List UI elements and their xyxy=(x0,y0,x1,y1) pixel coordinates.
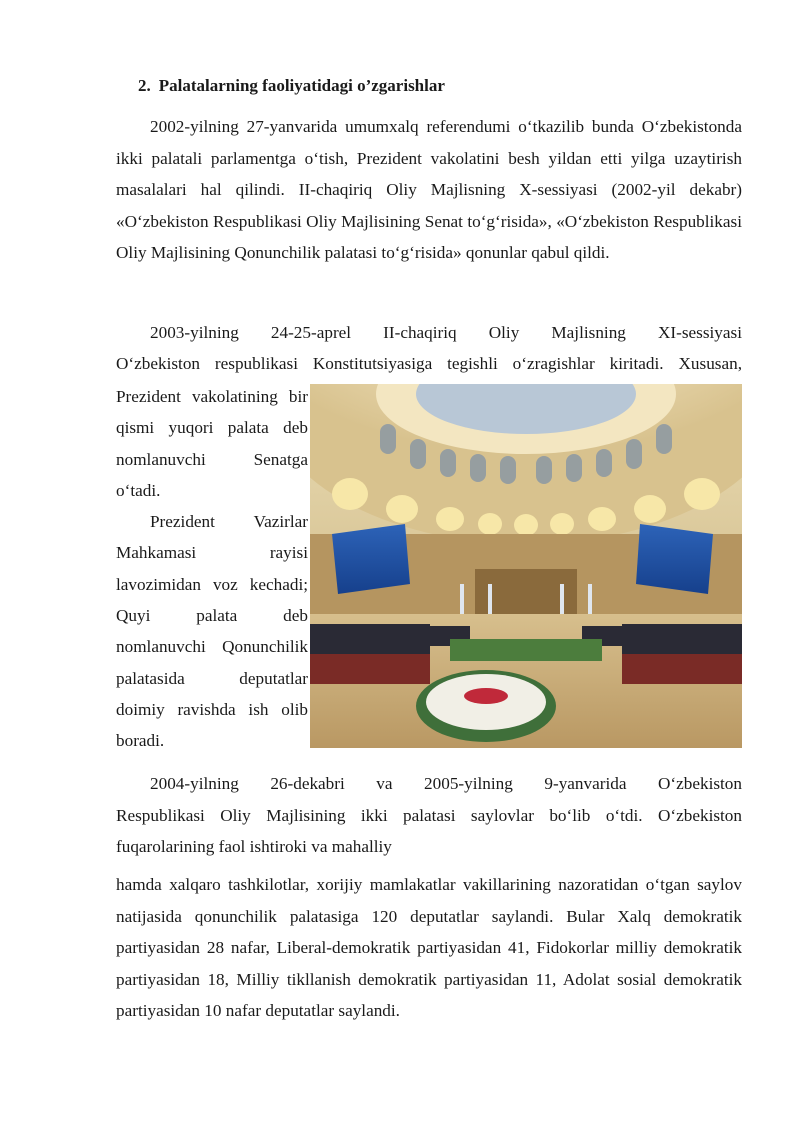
section-heading xyxy=(138,76,445,96)
section-title: Palatalarning faoliyatidagi o’zgarishlar xyxy=(158,76,445,95)
paragraph-elections-line-1: 2004-yilning 26-dekabri va 2005-yilning 9-yanvarida O‘zbekiston xyxy=(150,774,742,793)
paragraph-2003-line-2: O‘zbekiston respublikasi Konstitutsiyasiga tegishli o‘zragishlar kiritadi. Xususan, xyxy=(116,354,742,373)
paragraph-referendum: 2002-yilning 27-yanvarida umumxalq referendumi o‘tkazilib bunda O‘zbekistonda ikki palatali parlamentga o‘tish, Prezident vakolatini besh yildan etti yilga uzaytirish masalalari hal qilindi. II-chaqiriq Oliy Majlisning X-sessiyasi (2002-yil dekabr) «O‘zbekiston Respublikasi Oliy Majlisining Senat to‘g‘risida», «O‘zbekiston Respublikasi Oliy Majlisining Qonunchilik palatasi to‘g‘risida» qonunlar qabul qildi. xyxy=(116,117,742,262)
paragraph-elections-line-2: Respublikasi Oliy Majlisining ikki palatasi saylovlar bo‘lib o‘tdi. O‘zbekiston xyxy=(116,806,742,825)
wrapped-paragraph-qonunchilik: Prezident Vazirlar Mahkamasi rayisi lavozimidan voz kechadi; Quyi palata deb nomlanuvchi Qonunchilik palatasida deputatlar doimiy ravishda ish olib boradi. xyxy=(116,512,308,751)
wrapped-text-column xyxy=(116,381,308,757)
paragraph-2003-line-1: 2003-yilning 24-25-aprel II-chaqiriq Oliy Majlisning XI-sessiyasi xyxy=(150,323,742,342)
wrapped-paragraph-senat: Prezident vakolatining bir qismi yuqori palata deb nomlanuvchi Senatga o‘tadi. xyxy=(116,387,308,500)
paragraph-election-results: hamda xalqaro tashkilotlar, xorijiy mamlakatlar vakillarining nazoratidan o‘tgan saylov natijasida qonunchilik palatasiga 120 deputatlar saylandi. Bular Xalq demokratik partiyasidan 28 nafar, Liberal-demokratik partiyasidan 41, Fidokorlar milliy demokratik partiyasidan 18, Milliy tikllanish demokratik partiyasidan 11, Adolat sosial demokratik partiyasidan 10 nafar deputatlar saylandi. xyxy=(116,875,742,1020)
parliament-hall-photo xyxy=(310,384,742,748)
paragraph-elections-line-3: fuqarolarining faol ishtiroki va mahalliy xyxy=(116,837,392,856)
section-number: 2. xyxy=(138,76,151,95)
